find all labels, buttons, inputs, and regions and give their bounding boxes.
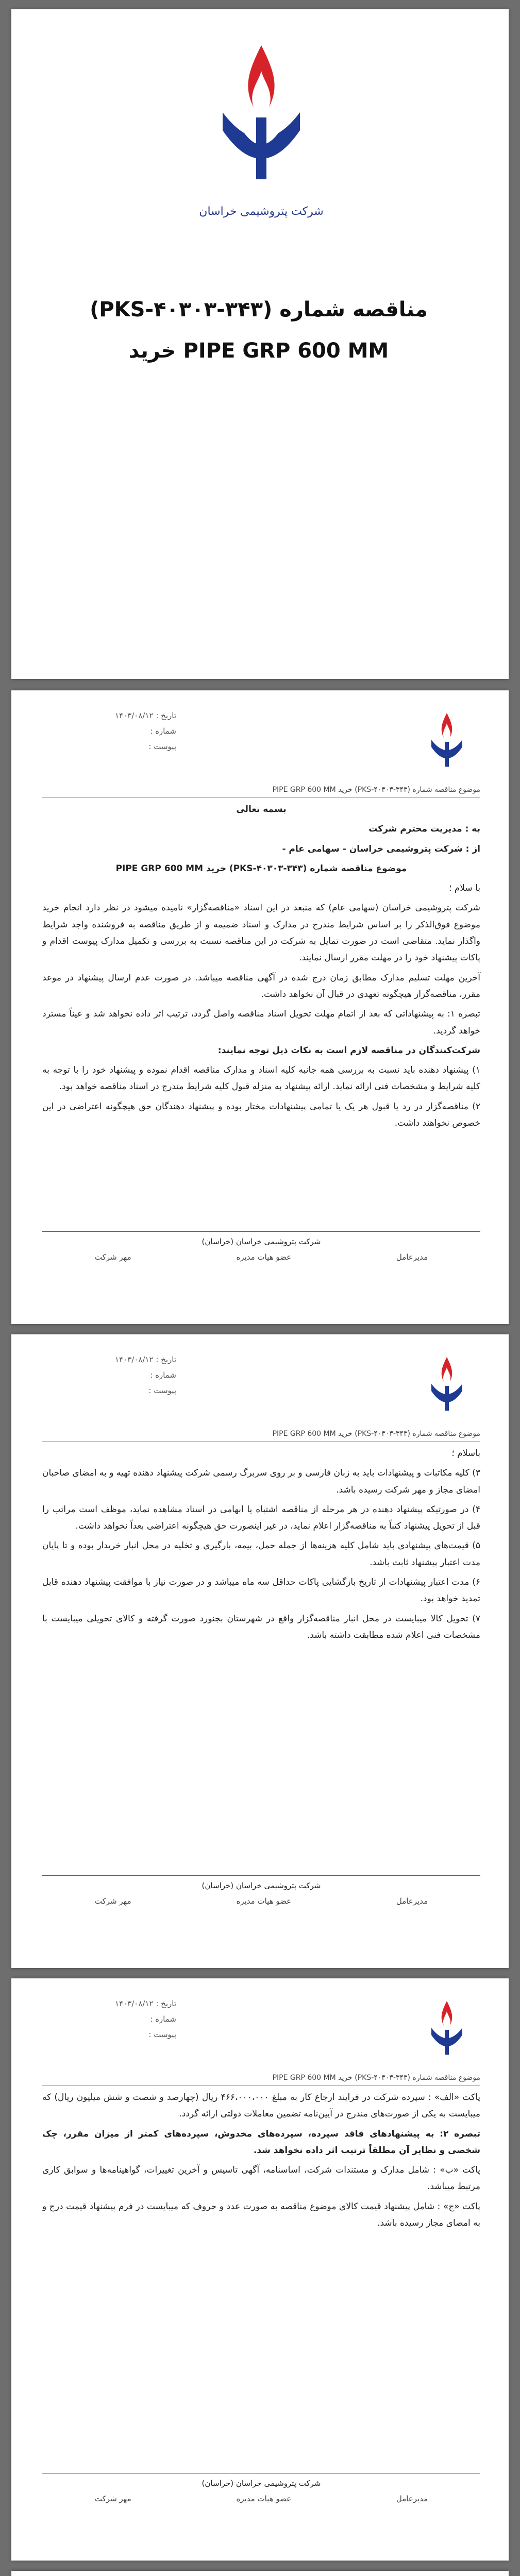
recipient: به : مدیریت محترم شرکت (368, 824, 480, 835)
sender: از : شرکت پتروشیمی خراسان - سهامی عام - (282, 843, 480, 854)
date-value: ۱۴۰۳/۰۸/۱۲ (114, 1999, 154, 2008)
topic-strip: موضوع مناقصه شماره (PKS-۴۰۳۰۳-۳۴۳) خرید PIPE GRP 600 MM (42, 2074, 480, 2086)
sign-ceo: مدیرعامل (396, 1252, 428, 1262)
paragraph: ۵) قیمت‌های پیشنهادی باید شامل کلیه هزینه‌ها از جمله حمل، بیمه، بارگیری و تخلیه در محل انبار خریدار بوده و تا پایان مدت اعتبار پیشنهاد ثابت باشد. (42, 1540, 480, 1568)
paragraph: ۲) مناقصه‌گزار در رد یا قبول هر یک یا تمامی پیشنهادات مختار بوده و پیشنهاد دهندگان حق هیچگونه اعتراضی در این خصوص نخواهند داشت. (42, 1101, 480, 1129)
paragraph: شرکت‌کنندگان در مناقصه لازم است به نکات ذیل توجه نمایند: (217, 1045, 480, 1056)
letter-page-4 (11, 2571, 509, 2576)
paragraph: آخرین مهلت تسلیم مدارک مطابق زمان درج شده در آگهی مناقصه میباشد. در صورت عدم ارسال پیشنهاد در موعد مقرر، مناقصه‌گزار هیچگونه تعهدی در قبال آن نخواهد داشت. (42, 972, 480, 999)
sign-stamp: مهر شرکت (94, 1252, 131, 1262)
signature-block (42, 1231, 480, 1304)
page-header (42, 1999, 480, 2066)
letter-meta (42, 1999, 176, 2045)
date-label: تاریخ : (156, 1355, 176, 1364)
paragraph: ۶) مدت اعتبار پیشنهادات از تاریخ بازگشایی پاکات حداقل سه ماه میباشد و در صورت نیاز با موافقت پیشنهاد دهنده قابل تمدید خواهد بود. (42, 1577, 480, 1604)
logo-caption: شرکت پتروشیمی خراسان (199, 205, 324, 218)
number-label: شماره : (150, 726, 176, 736)
letter-page-1 (11, 690, 509, 1324)
paragraph: پاکت «ج» : شامل پیشنهاد قیمت کالای موضوع مناقصه به صورت عدد و حروف که میبایست در فرم پیشنهاد قیمت درج و به امضای مجاز رسیده باشد. (42, 2201, 480, 2229)
attachment-label: پیوست : (148, 2030, 176, 2039)
date-value: ۱۴۰۳/۰۸/۱۲ (114, 1355, 154, 1364)
greeting: با سلام ؛ (448, 883, 480, 894)
page-header (42, 711, 480, 778)
letter-body (42, 1445, 480, 1647)
number-label: شماره : (150, 2014, 176, 2024)
date-value: ۱۴۰۳/۰۸/۱۲ (114, 711, 154, 720)
paragraph: ۳) کلیه مکاتبات و پیشنهادات باید به زبان فارسی و بر روی سربرگ رسمی شرکت پیشنهاد دهنده تهیه و به امضای صاحبان امضای مجاز و مهر شرکت رسیده باشد. (42, 1468, 480, 1495)
cover-page (11, 9, 509, 679)
letter-meta (42, 711, 176, 757)
subject: موضوع مناقصه شماره (PKS-۴۰۳۰۳-۳۴۳) خرید PIPE GRP 600 MM (115, 863, 407, 874)
sign-ceo: مدیرعامل (396, 2494, 428, 2503)
company-logo-icon (424, 711, 470, 773)
company-logo-icon (212, 40, 310, 195)
sign-stamp: مهر شرکت (94, 2494, 131, 2503)
attachment-label: پیوست : (148, 742, 176, 751)
paragraph: تبصره ۱: به پیشنهاداتی که بعد از اتمام مهلت تحویل اسناد مناقصه واصل گردد، ترتیب اثر داده نخواهد شد و عیناً مسترد خواهد گردید. (42, 1009, 481, 1036)
company-logo-icon (424, 1355, 470, 1417)
paragraph: ۱) پیشنهاد دهنده باید نسبت به بررسی همه جانبه کلیه اسناد و مدارک مناقصه اقدام نموده و پیشنهاد خود را با توجه به کلیه شرایط و مشخصات فنی ارائه نماید. ارائه پیشنهاد به منزله قبول کلیه شرایط مندرج در اسناد مناقصه خواهد بود. (42, 1065, 480, 1092)
paragraph: پاکت «الف» : سپرده شرکت در فرایند ارجاع کار به مبلغ ۴۶۶،۰۰۰،۰۰۰ ریال (چهارصد و شصت و شش میلیون ریال) که میبایست به یکی از صورت‌های مندرج در آیین‌نامه تضمین معاملات دولتی ارائه گردد. (42, 2092, 481, 2120)
sign-company: شرکت پتروشیمی خراسان (خراسان) (202, 1881, 321, 1890)
sign-ceo: مدیرعامل (396, 1896, 428, 1906)
sign-board: عضو هیات مدیره (236, 2494, 292, 2503)
letter-body (42, 2089, 480, 2234)
sign-board: عضو هیات مدیره (236, 1896, 292, 1906)
topic-strip: موضوع مناقصه شماره (PKS-۴۰۳۰۳-۳۴۳) خرید PIPE GRP 600 MM (42, 1430, 480, 1442)
letter-page-3 (11, 1978, 509, 2561)
date-label: تاریخ : (156, 711, 176, 720)
sign-company: شرکت پتروشیمی خراسان (خراسان) (202, 1237, 321, 1246)
signature-block (42, 1875, 480, 1948)
paragraph: ۷) تحویل کالا میبایست در محل انبار مناقصه‌گزار واقع در شهرستان بجنورد صورت گرفته و کالای تحویلی میبایست با مشخصات فنی اعلام شده مطابقت داشته باشد. (42, 1613, 480, 1640)
sign-company: شرکت پتروشیمی خراسان (خراسان) (202, 2479, 321, 2488)
company-logo-icon (424, 1999, 470, 2061)
salutation: بسمه تعالی (236, 804, 287, 815)
letter-meta (42, 1355, 176, 1401)
sign-board: عضو هیات مدیره (236, 1252, 292, 1262)
signature-block (42, 2473, 480, 2546)
tender-title: مناقصه شماره (PKS-۴۰۳۰۳-۳۴۳) (90, 298, 428, 321)
sign-stamp: مهر شرکت (94, 1896, 131, 1906)
tender-subtitle: PIPE GRP 600 MM خرید (128, 339, 389, 363)
topic-strip: موضوع مناقصه شماره (PKS-۴۰۳۰۳-۳۴۳) خرید PIPE GRP 600 MM (42, 786, 480, 798)
letter-page-2 (11, 1334, 509, 1968)
date-label: تاریخ : (156, 1999, 176, 2008)
paragraph: ۴) در صورتیکه پیشنهاد دهنده در هر مرحله از مناقصه اشتباه یا ابهامی در اسناد مشاهده نماید، موظف است مراتب را قبل از تحویل پیشنهاد کتباً به مناقصه‌گزار اعلام نماید، در غیر اینصورت حق هیچگونه اعتراضی بعداً نخواهد داشت. (42, 1504, 480, 1532)
paragraph: تبصره ۲: به پیشنهادهای فاقد سپرده، سپرده‌های مخدوش، سپرده‌های کمتر از میزان مقرر، چک شخصی و نظایر آن مطلقاً ترتیب اثر داده نخواهد شد. (42, 2128, 480, 2156)
paragraph: پاکت «ب» : شامل مدارک و مستندات شرکت، اساسنامه، آگهی تاسیس و آخرین تغییرات، گواهینامه‌ها و سوابق کاری مرتبط میباشد. (42, 2165, 480, 2192)
paragraph: شرکت پتروشیمی خراسان (سهامی عام) که منبعد در این اسناد «مناقصه‌گزار» نامیده میشود در نظر دارد انجام خرید موضوع فوق‌الذکر را بر اساس شرایط مندرج در مدارک و اسناد ضمیمه و از طریق مناقصه به فروشنده واجد شرایط واگذار نماید. متقاضی است در صورت تمایل به شرکت در این مناقصه نسبت به بررسی و تکمیل مدارک پیوست اقدام و پاکات پیشنهاد خود را در مهلت مقرر ارسال نمایند. (42, 903, 480, 963)
page-header (42, 1355, 480, 1422)
attachment-label: پیوست : (148, 1386, 176, 1395)
number-label: شماره : (150, 1370, 176, 1380)
greeting: باسلام ؛ (451, 1448, 480, 1459)
letter-body (42, 801, 480, 1134)
